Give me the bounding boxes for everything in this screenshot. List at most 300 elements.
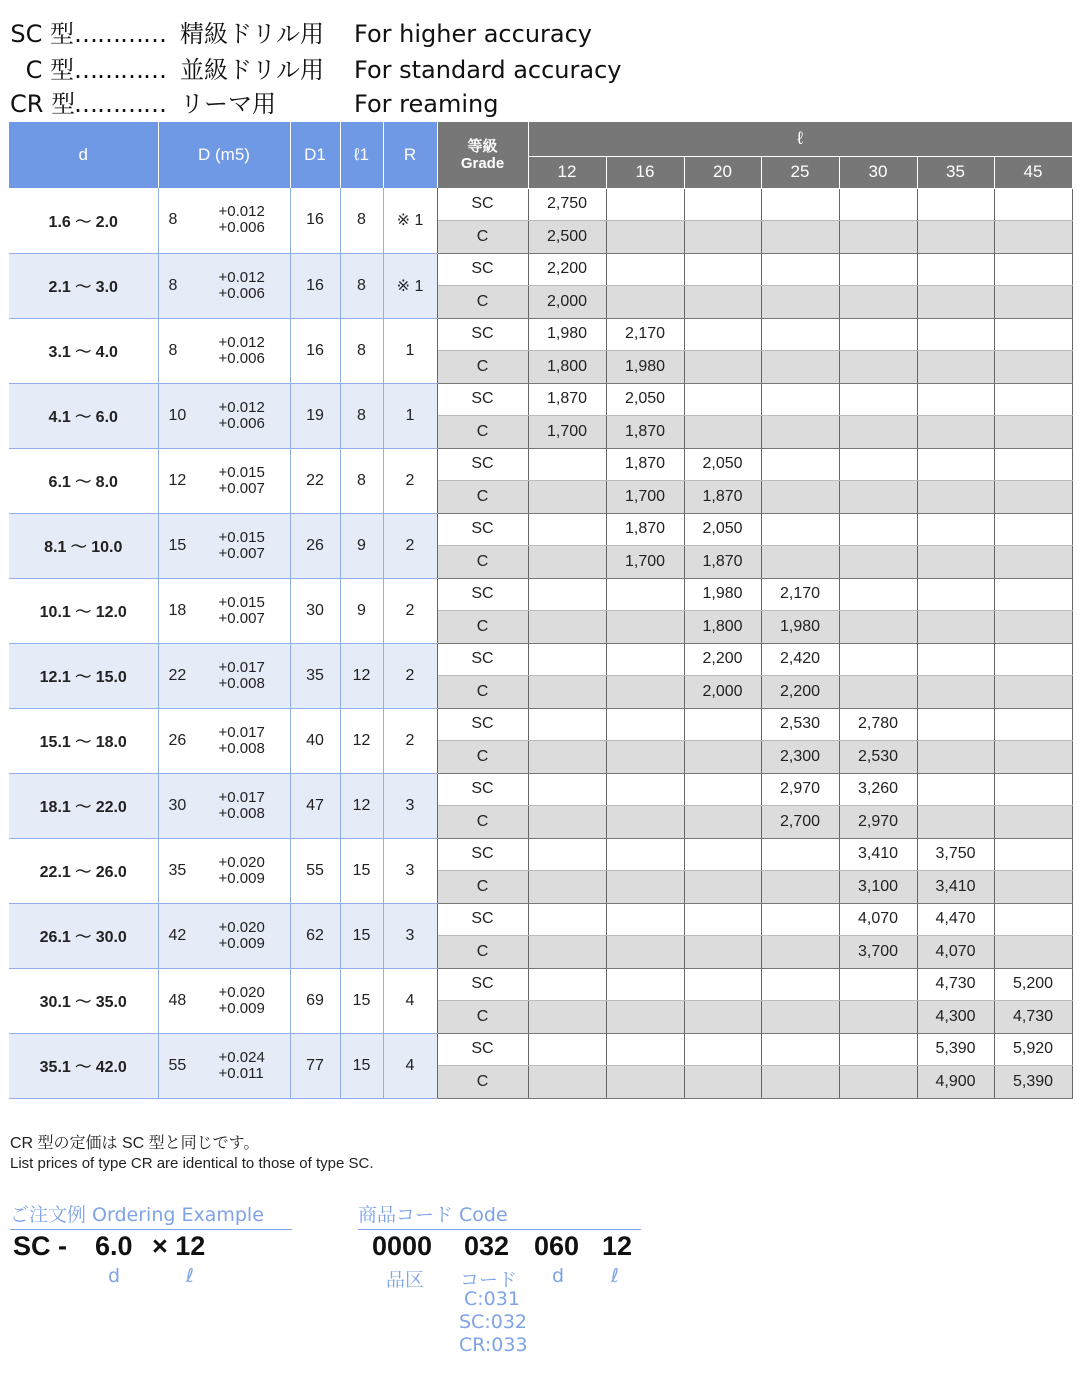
cell-D1: 55 [290,838,340,903]
cell-price-c: 4,900 [917,1065,994,1098]
cell-grade-c: C [437,415,528,448]
cell-R: 3 [383,903,437,968]
cell-price-sc [839,253,917,285]
cell-R: 2 [383,708,437,773]
cell-price-sc [528,968,606,1000]
header-ell-30: 30 [839,156,917,188]
cell-price-c [994,415,1072,448]
cell-price-c [994,935,1072,968]
cell-price-c [994,610,1072,643]
cell-price-c [684,1065,761,1098]
cell-l1: 8 [340,318,383,383]
cell-D [158,708,290,773]
cell-price-c [606,1000,684,1033]
cell-price-sc [994,838,1072,870]
cell-grade-sc: SC [437,253,528,285]
legend-code: CR 型 [10,90,76,118]
cell-price-sc [684,253,761,285]
cell-price-c [839,350,917,383]
header-R: R [383,122,437,188]
cell-D-tolerance [219,725,265,757]
cell-grade-sc: SC [437,188,528,220]
header-ell-16: 16 [606,156,684,188]
cell-price-sc [684,383,761,415]
legend-code: C 型 [25,56,74,84]
cell-price-c [917,220,994,253]
cell-price-sc: 2,530 [761,708,839,740]
cell-grade-c: C [437,480,528,513]
cell-d: 22.1 ～ 26.0 [9,838,158,903]
cell-price-c: 2,530 [839,740,917,773]
cell-price-sc [917,448,994,480]
ordering-d-value: 6.0 [95,1231,133,1261]
cell-R: 2 [383,513,437,578]
cell-price-c: 1,700 [606,480,684,513]
header-grade-en: Grade [460,155,505,172]
cell-price-c [528,1065,606,1098]
cell-d: 30.1 ～ 35.0 [9,968,158,1033]
tolerance-upper: +0.012 [218,333,265,351]
cell-price-sc [994,318,1072,350]
cell-R: 1 [383,318,437,383]
cell-price-c [528,935,606,968]
header-ell-35: 35 [917,156,994,188]
cell-price-sc [528,708,606,740]
code-label-3: ℓ [611,1265,619,1287]
cell-price-sc [994,773,1072,805]
cell-price-sc [994,903,1072,935]
cell-price-sc [761,838,839,870]
cell-price-c: 1,870 [684,545,761,578]
cell-D-tolerance [219,204,265,236]
cell-price-c: 2,500 [528,220,606,253]
code-title: 商品コード Code [358,1200,641,1230]
header-l1: ℓ1 [340,122,383,188]
table-row [9,903,1072,935]
cell-D-value: 30 [168,796,187,814]
code-variant-cr: CR:033 [459,1334,528,1356]
tolerance-upper: +0.020 [218,983,265,1001]
cell-grade-c: C [437,1000,528,1033]
cell-D [158,968,290,1033]
cell-price-sc [606,708,684,740]
cell-price-sc: 2,050 [684,448,761,480]
cell-D [158,578,290,643]
cell-D1: 22 [290,448,340,513]
cell-price-sc [917,773,994,805]
cell-D [158,513,290,578]
cell-grade-sc: SC [437,968,528,1000]
cell-D-value: 18 [168,601,187,619]
cell-D-tolerance [219,400,265,432]
cell-price-c [606,220,684,253]
cell-price-c: 1,980 [761,610,839,643]
cell-price-c [917,675,994,708]
tolerance-lower: +0.006 [218,349,265,367]
tolerance-lower: +0.006 [218,414,265,432]
cell-price-sc: 1,870 [606,448,684,480]
cell-grade-sc: SC [437,903,528,935]
cell-price-c [839,545,917,578]
code-variant-c: C:031 [464,1288,520,1310]
cell-price-sc [839,188,917,220]
cell-price-sc [994,448,1072,480]
tolerance-upper: +0.020 [218,918,265,936]
tolerance-upper: +0.017 [218,788,265,806]
legend-dots: ………… [74,56,166,84]
cell-R: 1 [383,383,437,448]
cell-price-sc [606,643,684,675]
cell-D-value: 8 [168,341,178,359]
cell-price-c [684,935,761,968]
cell-D-tolerance [219,660,265,692]
cell-price-c [839,285,917,318]
cell-R: 2 [383,643,437,708]
cell-l1: 8 [340,188,383,253]
cell-grade-c: C [437,285,528,318]
cell-price-sc [917,708,994,740]
cell-D-value: 8 [168,276,178,294]
cell-price-c [528,805,606,838]
cell-grade-c: C [437,935,528,968]
cell-price-c [917,285,994,318]
cell-price-c [994,350,1072,383]
table-row [9,318,1072,350]
legend-en: For higher accuracy [354,20,592,48]
cell-d: 15.1 ～ 18.0 [9,708,158,773]
cell-price-c [606,610,684,643]
cell-price-sc: 2,750 [528,188,606,220]
cell-D-value: 26 [168,731,187,749]
header-D: D (m5) [158,122,290,188]
cell-price-c [761,1000,839,1033]
cell-price-sc [761,968,839,1000]
cell-price-c: 2,970 [839,805,917,838]
cell-price-sc [917,253,994,285]
code-label-2: d [552,1265,565,1287]
cell-price-sc [528,773,606,805]
cell-D [158,318,290,383]
cell-price-c [761,220,839,253]
cell-price-c [994,220,1072,253]
cell-D-value: 55 [168,1056,187,1074]
cell-D1: 26 [290,513,340,578]
cell-D1: 40 [290,708,340,773]
cell-l1: 12 [340,643,383,708]
header-ell: ℓ [528,122,1072,156]
table-row [9,578,1072,610]
cell-price-sc: 1,870 [528,383,606,415]
cell-price-sc [684,903,761,935]
cell-D [158,643,290,708]
cell-price-c [839,610,917,643]
cell-price-c [839,220,917,253]
tolerance-lower: +0.008 [218,739,265,757]
cell-grade-sc: SC [437,1033,528,1065]
table-row [9,968,1072,1000]
cell-price-c [839,1065,917,1098]
cell-grade-sc: SC [437,578,528,610]
tolerance-upper: +0.012 [218,398,265,416]
cell-D1: 69 [290,968,340,1033]
cell-price-c: 1,800 [528,350,606,383]
tolerance-lower: +0.006 [218,219,265,237]
cell-R: 4 [383,1033,437,1098]
cell-price-sc: 2,200 [684,643,761,675]
cell-price-c [839,415,917,448]
cell-price-sc [528,903,606,935]
cell-D-tolerance [219,595,265,627]
cell-price-c [684,285,761,318]
cell-D1: 35 [290,643,340,708]
cell-price-sc [761,1033,839,1065]
cell-D-tolerance [219,790,265,822]
note-en: List prices of type CR are identical to those of type SC. [10,1155,374,1172]
cell-grade-sc: SC [437,708,528,740]
cell-price-c [684,220,761,253]
cell-price-sc [606,773,684,805]
cell-price-sc [994,383,1072,415]
cell-price-c [684,740,761,773]
cell-price-sc [994,188,1072,220]
ordering-d-label: d [108,1265,121,1287]
tolerance-upper: +0.015 [218,463,265,481]
cell-price-sc: 3,410 [839,838,917,870]
cell-price-sc: 1,980 [684,578,761,610]
cell-price-sc: 5,390 [917,1033,994,1065]
cell-price-c [761,935,839,968]
ordering-l-label: ℓ [186,1265,194,1287]
legend-jp: 精級ドリル用 [180,20,324,48]
cell-price-c [528,610,606,643]
cell-R: ※ 1 [383,188,437,253]
cell-grade-sc: SC [437,838,528,870]
cell-price-sc: 2,970 [761,773,839,805]
table-row [9,188,1072,220]
cell-D-tolerance [219,465,265,497]
cell-price-sc [839,513,917,545]
cell-price-c [994,285,1072,318]
cell-D1: 47 [290,773,340,838]
cell-price-c [994,675,1072,708]
tolerance-upper: +0.017 [218,723,265,741]
cell-d: 18.1 ～ 22.0 [9,773,158,838]
cell-D [158,448,290,513]
cell-d: 35.1 ～ 42.0 [9,1033,158,1098]
cell-price-sc [761,253,839,285]
cell-d: 1.6 ～ 2.0 [9,188,158,253]
cell-R: 3 [383,838,437,903]
cell-D [158,838,290,903]
cell-price-sc: 1,980 [528,318,606,350]
cell-price-c [606,740,684,773]
cell-price-sc: 2,050 [684,513,761,545]
cell-d: 2.1 ～ 3.0 [9,253,158,318]
legend-line [10,84,498,119]
cell-d: 10.1 ～ 12.0 [9,578,158,643]
cell-D-value: 42 [168,926,187,944]
cell-D1: 19 [290,383,340,448]
tolerance-upper: +0.012 [218,203,265,221]
cell-l1: 12 [340,708,383,773]
ordering-prefix: SC - [13,1231,67,1261]
table-row [9,838,1072,870]
cell-D1: 62 [290,903,340,968]
cell-price-c: 2,000 [684,675,761,708]
cell-price-sc [606,838,684,870]
cell-price-c [684,870,761,903]
legend-jp: リーマ用 [180,90,276,118]
cell-D-value: 22 [168,666,187,684]
cell-price-c [994,870,1072,903]
cell-price-c [761,1065,839,1098]
tolerance-lower: +0.007 [218,609,265,627]
code-label-0: 品区 [386,1269,425,1291]
header-grade [437,122,528,188]
legend-code: SC 型 [10,20,74,48]
header-ell-25: 25 [761,156,839,188]
header-ell-12: 12 [528,156,606,188]
cell-price-sc [761,903,839,935]
cell-price-sc [761,318,839,350]
cell-D1: 16 [290,253,340,318]
cell-d: 3.1 ～ 4.0 [9,318,158,383]
cell-l1: 8 [340,383,383,448]
cell-price-sc [839,383,917,415]
cell-price-sc [917,513,994,545]
cell-price-sc [917,188,994,220]
cell-price-c [917,740,994,773]
cell-price-sc [917,578,994,610]
cell-price-c [994,480,1072,513]
cell-price-c [839,675,917,708]
cell-price-c: 1,800 [684,610,761,643]
cell-price-sc [528,643,606,675]
cell-price-c [917,415,994,448]
cell-price-sc: 3,750 [917,838,994,870]
cell-D [158,903,290,968]
cell-price-c: 1,700 [606,545,684,578]
cell-l1: 9 [340,578,383,643]
cell-price-c [528,740,606,773]
cell-grade-sc: SC [437,318,528,350]
cell-l1: 15 [340,838,383,903]
cell-D-value: 35 [168,861,187,879]
cell-price-sc [839,448,917,480]
table-row [9,513,1072,545]
cell-price-sc [917,383,994,415]
cell-grade-c: C [437,220,528,253]
cell-price-sc [684,708,761,740]
cell-D-value: 10 [168,406,187,424]
cell-price-sc [684,318,761,350]
cell-price-sc [684,773,761,805]
cell-price-sc [761,513,839,545]
cell-price-sc [528,448,606,480]
cell-price-sc [606,253,684,285]
cell-grade-c: C [437,610,528,643]
cell-d: 8.1 ～ 10.0 [9,513,158,578]
cell-price-c [994,805,1072,838]
cell-price-c: 4,070 [917,935,994,968]
cell-price-sc [839,643,917,675]
tolerance-upper: +0.017 [218,658,265,676]
table-row [9,448,1072,480]
cell-price-sc: 1,870 [606,513,684,545]
legend-jp: 並級ドリル用 [180,56,324,84]
cell-d: 6.1 ～ 8.0 [9,448,158,513]
cell-grade-c: C [437,1065,528,1098]
cell-price-sc [606,578,684,610]
cell-d: 4.1 ～ 6.0 [9,383,158,448]
cell-D-tolerance [219,530,265,562]
cell-D-value: 8 [168,211,178,229]
cell-l1: 12 [340,773,383,838]
cell-price-sc: 4,730 [917,968,994,1000]
cell-price-sc [528,513,606,545]
cell-price-c [528,675,606,708]
legend-dots: ………… [74,90,166,118]
cell-price-c: 1,980 [606,350,684,383]
cell-price-sc [839,1033,917,1065]
cell-grade-c: C [437,350,528,383]
cell-grade-sc: SC [437,513,528,545]
cell-price-sc: 5,200 [994,968,1072,1000]
cell-price-c [917,480,994,513]
tolerance-lower: +0.009 [218,934,265,952]
cell-price-c [761,870,839,903]
cell-price-c [684,805,761,838]
cell-price-c [684,415,761,448]
cell-l1: 15 [340,968,383,1033]
cell-price-c: 4,730 [994,1000,1072,1033]
cell-l1: 8 [340,448,383,513]
cell-price-c: 4,300 [917,1000,994,1033]
cell-price-sc [994,708,1072,740]
tolerance-lower: +0.006 [218,284,265,302]
cell-D-tolerance [219,270,265,302]
cell-price-c [917,610,994,643]
cell-price-sc [606,903,684,935]
cell-price-c [684,1000,761,1033]
cell-R: 2 [383,448,437,513]
price-table [9,122,1073,1099]
tolerance-lower: +0.009 [218,869,265,887]
cell-D [158,188,290,253]
cell-price-sc [839,318,917,350]
cell-price-c [761,480,839,513]
cell-price-c [528,480,606,513]
cell-D1: 30 [290,578,340,643]
cell-D-tolerance [219,335,265,367]
cell-D [158,383,290,448]
table-row [9,773,1072,805]
cell-price-sc [684,968,761,1000]
tolerance-lower: +0.007 [218,544,265,562]
tolerance-lower: +0.008 [218,674,265,692]
cell-grade-sc: SC [437,383,528,415]
cell-price-sc [528,578,606,610]
tolerance-lower: +0.011 [218,1064,264,1082]
cell-price-c: 2,200 [761,675,839,708]
cell-price-c [917,350,994,383]
cell-price-sc [839,578,917,610]
cell-price-c [606,285,684,318]
table-row [9,643,1072,675]
cell-grade-c: C [437,675,528,708]
cell-price-c [761,285,839,318]
header-d: d [9,122,158,188]
